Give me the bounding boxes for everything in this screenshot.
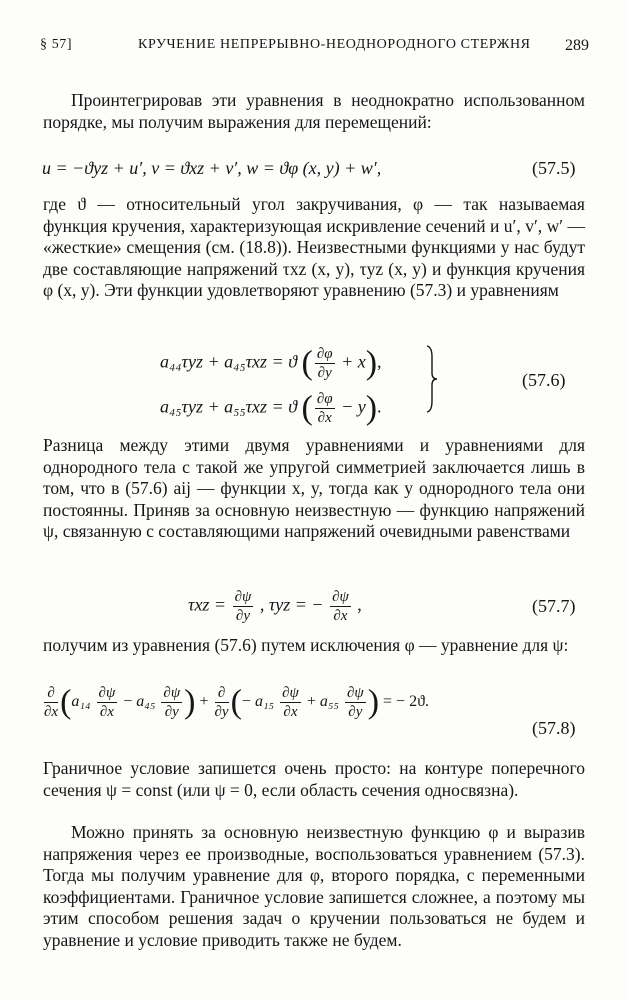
section-mark: § 57] xyxy=(40,37,73,52)
equation-57-7-number: (57.7) xyxy=(532,596,576,616)
equation-57-7: τxz = $\frac{\partial\psi}{\partial y}$ , τyz = − $\frac{\partial\psi}{\partial x}$ , xyxy=(188,589,362,624)
chapter-title: КРУЧЕНИЕ НЕПРЕРЫВНО-НЕОДНОРОДНОГО СТЕРЖНЯ xyxy=(138,37,531,52)
paragraph-4: получим из уравнения (57.6) путем исключения φ — уравнение для ψ: xyxy=(43,635,569,655)
running-header xyxy=(40,37,589,59)
paragraph-2: где ϑ — относительный угол закручивания, φ — так называемая функция кручения, характеризующая искривление сечений и u′, v′, w′ — «жесткие» смещения (см. (18.8)). Неизвестными функциями у нас будут две составляющие напряжений τxz (x, y), τyz (x, y) и функция кручения φ (x, y). Эти функции удовлетворяют уравнению (57.3) и уравнениям xyxy=(43,194,585,301)
paragraph-1: Проинтегрировав эти уравнения в неоднократно использованном порядке, мы получим выражения для перемещений: xyxy=(43,90,585,132)
paragraph-5: Граничное условие запишется очень просто: на контуре поперечного сечения ψ = const (или ψ = 0, если область сечения односвязна). xyxy=(43,758,585,800)
equation-57-6-line-2: a₄₅τyz + a₅₅τxz = ϑ ( $\frac{\partial\varphi}{\partial x}$ − y). xyxy=(160,389,382,427)
equation-57-5-number: (57.5) xyxy=(532,158,576,178)
equation-57-5: u = −ϑyz + u′, v = ϑxz + v′, w = ϑφ (x, y) + w′, xyxy=(42,158,382,178)
right-brace-icon xyxy=(426,345,438,413)
page-number: 289 xyxy=(565,37,589,54)
equation-57-6-line-1: a₄₄τyz + a₄₅τxz = ϑ ( $\frac{\partial\varphi}{\partial y}$ + x), xyxy=(160,344,382,382)
equation-57-8: $\frac{\partial}{\partial x}$ (a₁₄ $\frac{\partial\psi}{\partial x}$ − a₄₅ $\frac{\partial\psi}{\partial y}$ ) + $\frac{\partial}{\partial y}$ (− a₁₅ $\frac{\partial\psi}{\partial x}$ + a₅₅ $\frac{\partial\psi}{\partial y}$ ) = − 2ϑ. xyxy=(44,683,429,721)
equation-57-8-number: (57.8) xyxy=(532,718,576,738)
paragraph-3: Разница между этими двумя уравнениями и уравнениями для однородного тела с такой же упругой симметрией заключается лишь в том, что в (57.6) aij — функции x, y, тогда как у однородного тела они постоянны. Приняв за основную неизвестную — функцию напряжений ψ, связанную с составляющими напряжений очевидными равенствами xyxy=(43,435,585,542)
equation-57-6-number: (57.6) xyxy=(522,370,566,390)
paragraph-6: Можно принять за основную неизвестную функцию φ и выразив напряжения через ее производные, воспользоваться уравнением (57.3). Тогда мы получим уравнение для φ, второго порядка, с переменными коэффициентами. Граничное условие запишется сложнее, а поэтому мы этим способом решения задач о кручении пользоваться не будем и уравнение и условие приводить также не будем. xyxy=(43,822,585,950)
